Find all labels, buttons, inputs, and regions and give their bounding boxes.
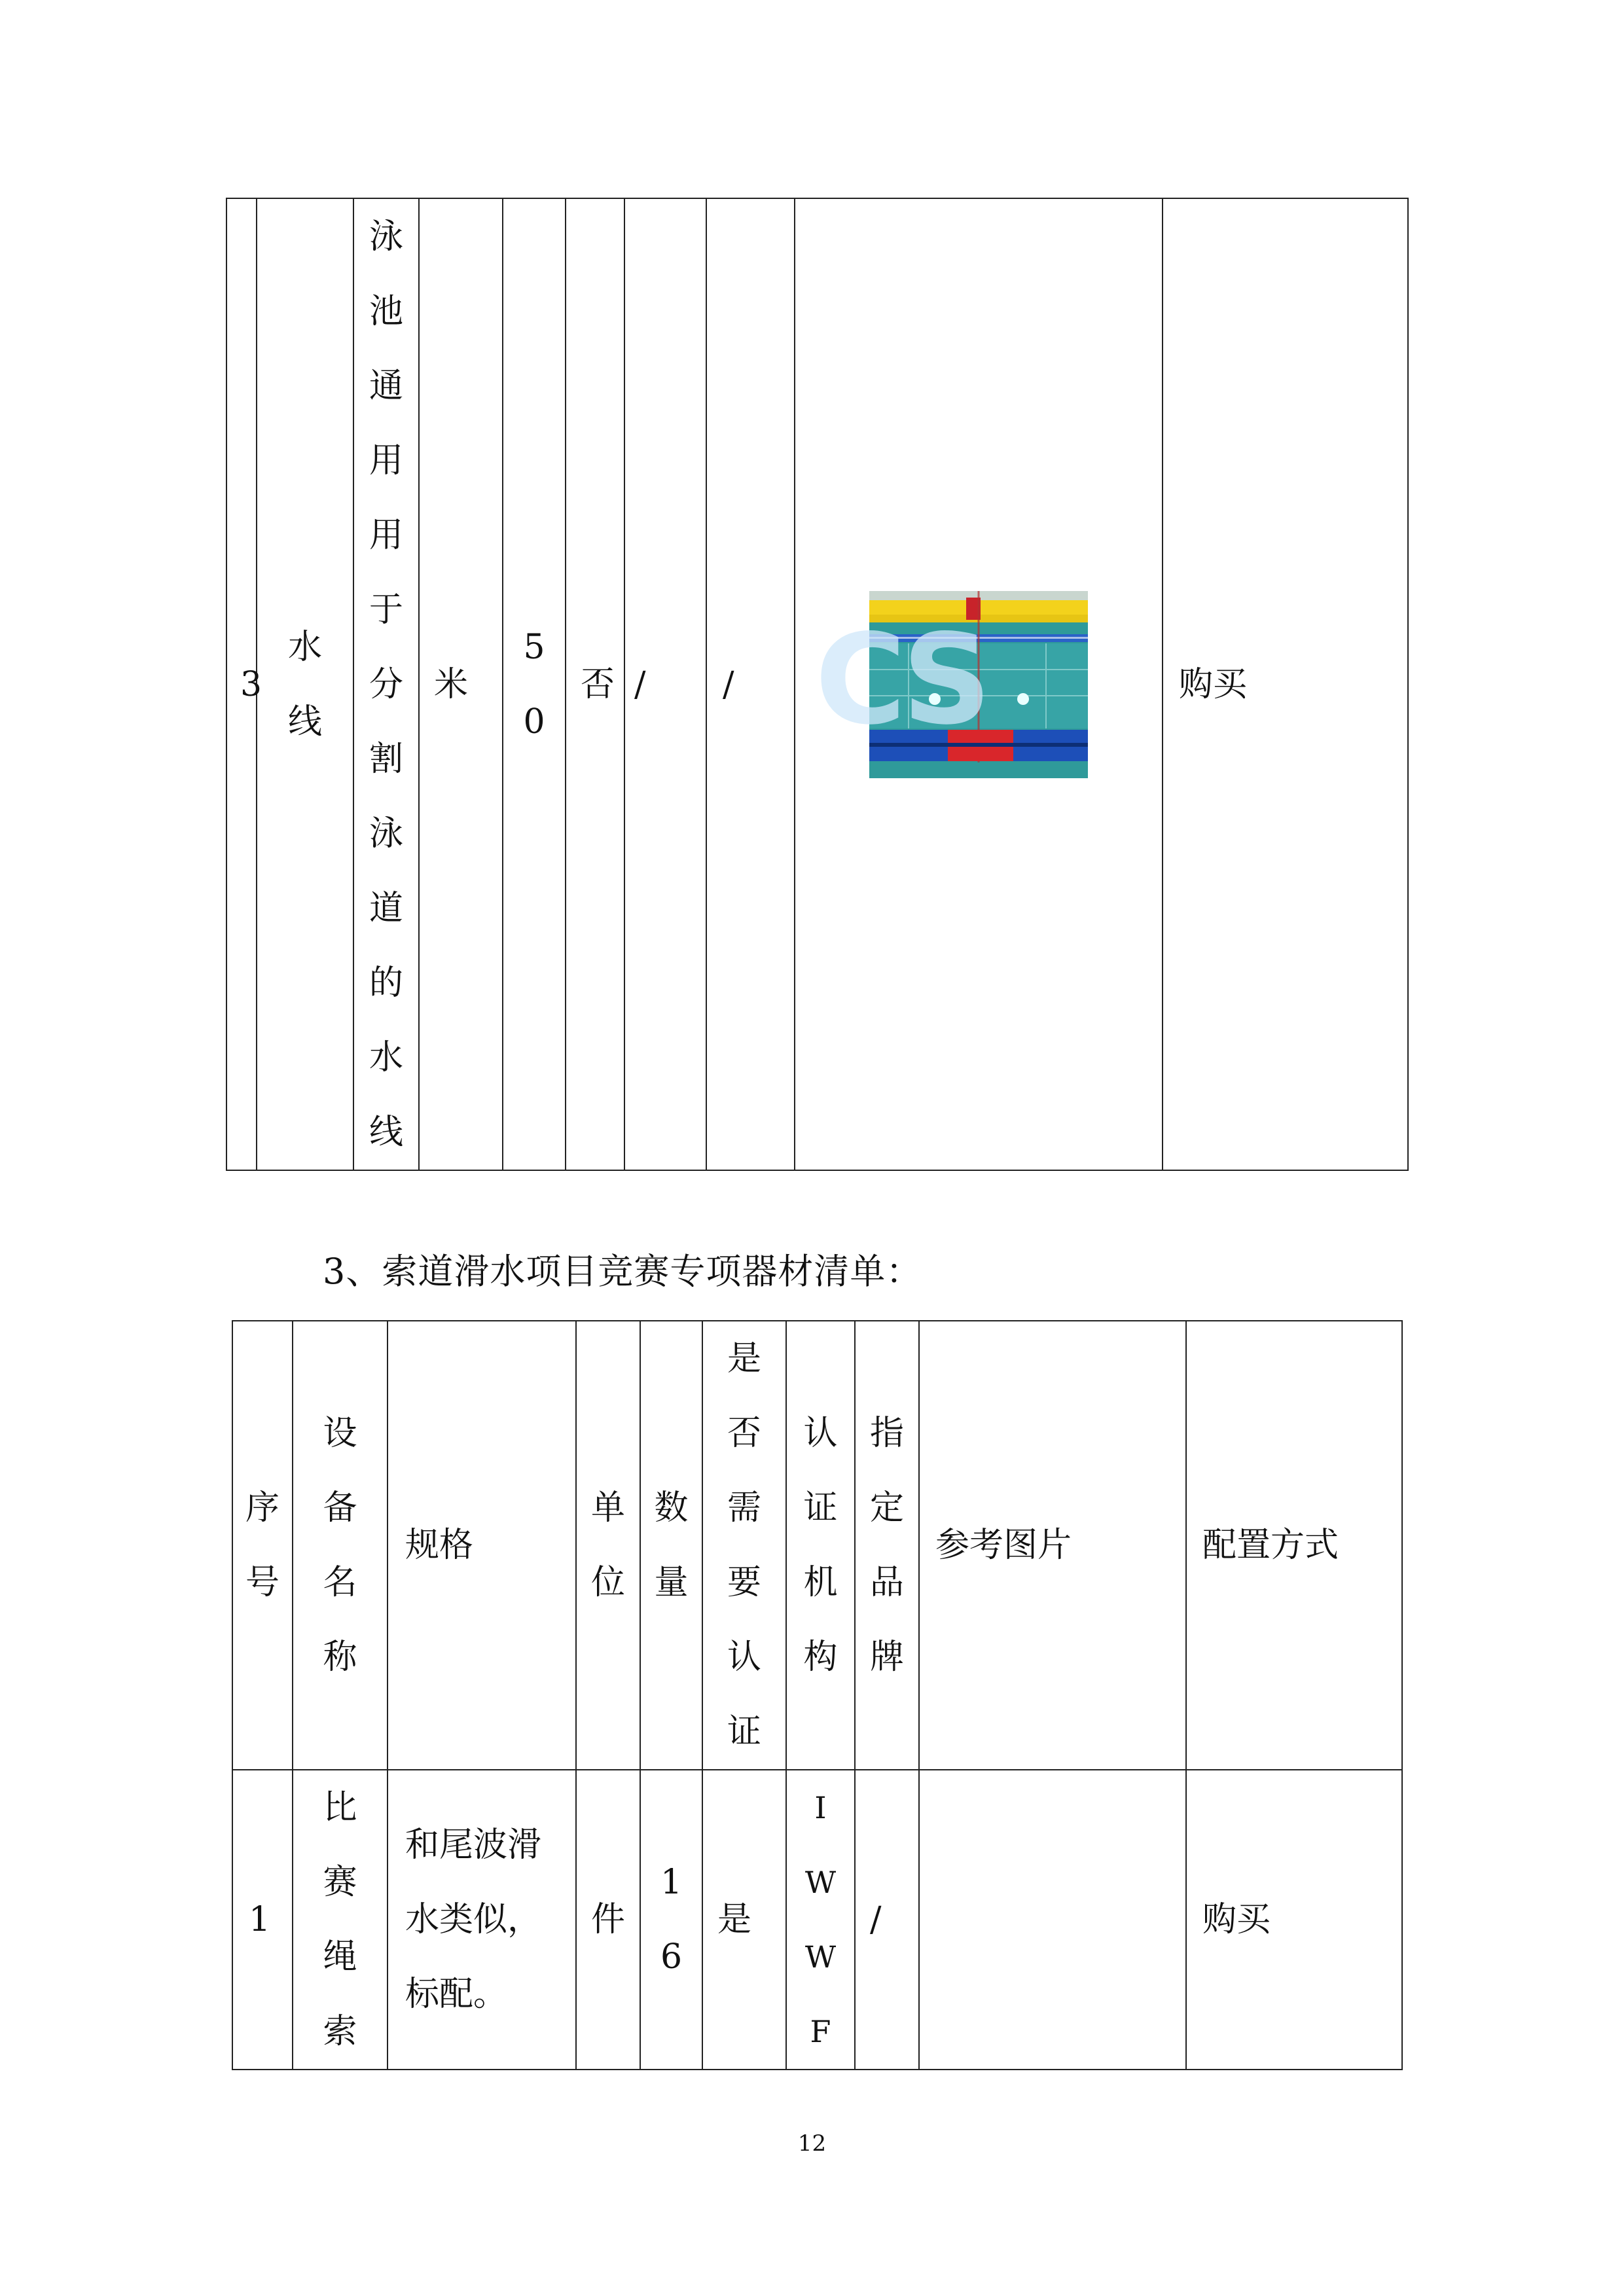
- procurement-text: 购买: [1202, 1900, 1271, 1939]
- quantity-text: 16: [660, 1863, 683, 1977]
- header-cert-required: [702, 1321, 786, 1770]
- header-unit-text: 单位: [590, 1488, 625, 1602]
- header-cert-body-text: 认证机构: [803, 1414, 838, 1677]
- header-name: [293, 1321, 388, 1770]
- header-cert-body: [786, 1321, 855, 1770]
- watermark-logo-icon: CS: [815, 607, 985, 752]
- header-reference-image: [919, 1321, 1186, 1770]
- cell-name: [257, 198, 353, 1170]
- table-row: [232, 1770, 1402, 2070]
- cell-name: [293, 1770, 388, 2070]
- name-text: 水线: [287, 627, 322, 742]
- table-header-row: [232, 1321, 1402, 1770]
- header-reference-image-text: 参考图片: [935, 1526, 1072, 1565]
- cell-cert-required: [566, 198, 624, 1170]
- section-heading: 3、索道滑水项目竞赛专项器材清单：: [323, 1251, 922, 1292]
- index-text: 1: [249, 1900, 271, 1939]
- brand-text: /: [723, 664, 734, 704]
- header-procurement: [1186, 1321, 1402, 1770]
- header-unit: [576, 1321, 640, 1770]
- cableski-equipment-table: [232, 1320, 1403, 2070]
- cell-brand: [855, 1770, 919, 2070]
- name-text: 比赛绳索: [323, 1788, 357, 2051]
- cert-body-text: IWWF: [804, 1790, 837, 2049]
- cell-cert-body: [624, 198, 706, 1170]
- header-index-text: 序号: [245, 1488, 280, 1602]
- header-spec: [388, 1321, 576, 1770]
- header-name-text: 设备名称: [323, 1414, 357, 1677]
- header-brand-text: 指定品牌: [869, 1414, 904, 1677]
- header-index: [232, 1321, 293, 1770]
- cell-spec: [388, 1770, 576, 2070]
- cell-spec: [353, 198, 419, 1170]
- cell-cert-body: [786, 1770, 855, 2070]
- cert-required-text: 否: [581, 664, 615, 704]
- spec-text: 泳池通用用于分割泳道的水线: [369, 217, 403, 1152]
- page-number: 12: [797, 2130, 827, 2157]
- cert-body-text: /: [634, 664, 646, 704]
- cell-quantity: [503, 198, 566, 1170]
- unit-text: 件: [590, 1900, 625, 1939]
- quantity-text: 50: [523, 627, 545, 742]
- cell-index: [232, 1770, 293, 2070]
- cell-cert-required: [702, 1770, 786, 2070]
- index-text: 3: [240, 664, 262, 704]
- brand-text: /: [870, 1900, 882, 1939]
- cell-index: [226, 198, 262, 1170]
- header-quantity-text: 数量: [654, 1488, 689, 1602]
- header-brand: [855, 1321, 919, 1770]
- cell-unit: [419, 198, 503, 1170]
- spec-text: 和尾波滑水类似，标配。: [405, 1825, 542, 2014]
- cell-quantity: [640, 1770, 702, 2070]
- procurement-text: 购买: [1179, 664, 1248, 704]
- cell-procurement: [1163, 198, 1408, 1170]
- cell-reference-image: [919, 1770, 1186, 2070]
- header-spec-text: 规格: [405, 1526, 474, 1565]
- unit-text: 米: [434, 664, 469, 704]
- header-procurement-text: 配置方式: [1202, 1526, 1339, 1565]
- header-quantity: [640, 1321, 702, 1770]
- cert-required-text: 是: [717, 1900, 752, 1939]
- cell-procurement: [1186, 1770, 1402, 2070]
- cell-unit: [576, 1770, 640, 2070]
- header-cert-required-text: 是否需要认证: [727, 1339, 761, 1751]
- cell-brand: [706, 198, 795, 1170]
